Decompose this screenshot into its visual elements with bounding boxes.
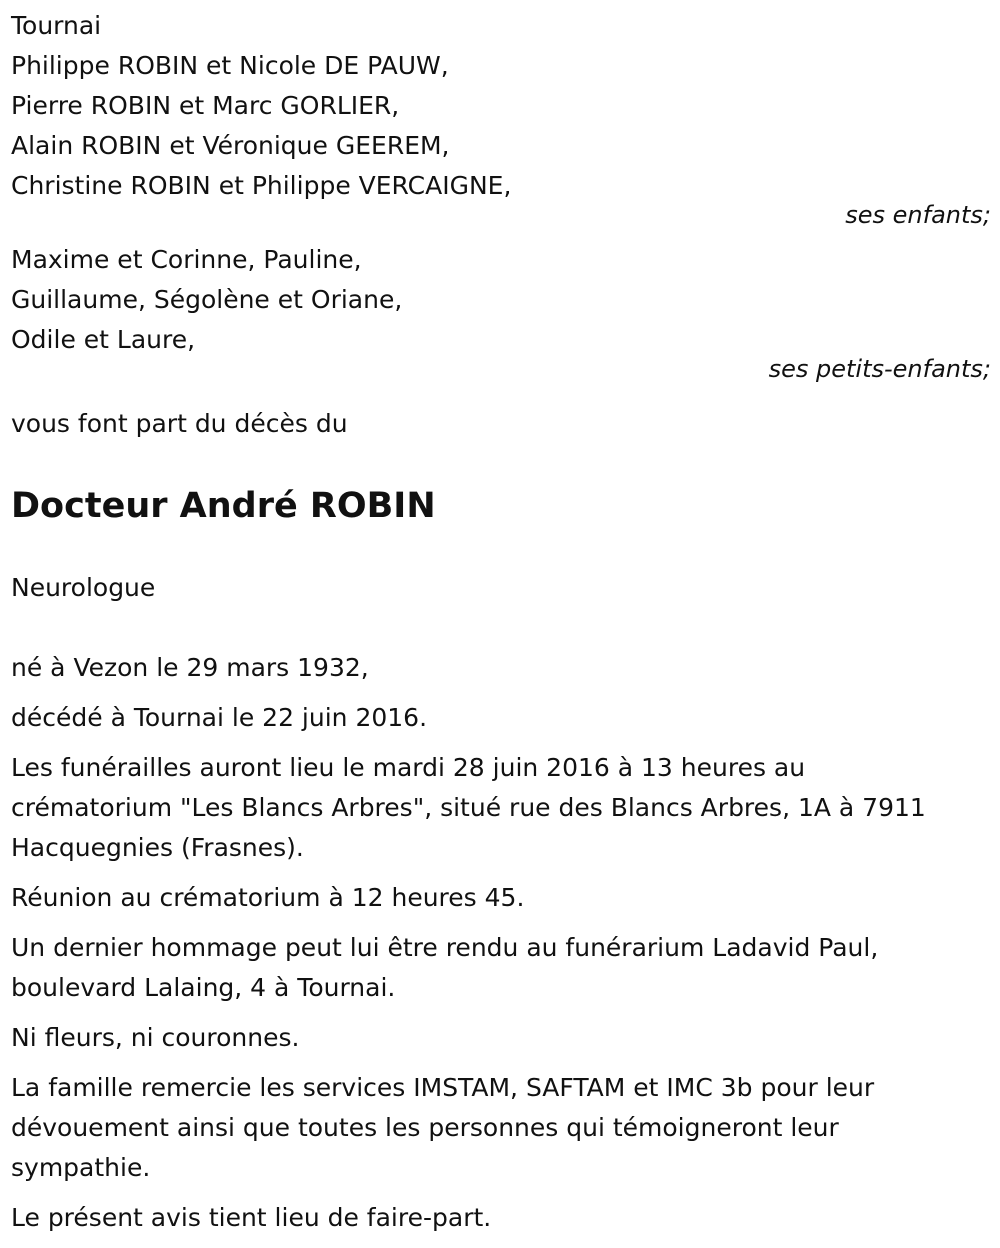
death-info: décédé à Tournai le 22 juin 2016.	[11, 703, 428, 732]
thanks-line: dévouement ainsi que toutes les personnes qui témoigneront leur	[11, 1113, 839, 1142]
children-list	[11, 46, 991, 206]
tribute-line: boulevard Lalaing, 4 à Tournai.	[11, 973, 396, 1002]
thanks-paragraph	[11, 1068, 991, 1188]
child-line: Alain ROBIN et Véronique GEEREM,	[11, 131, 450, 160]
child-line: Pierre ROBIN et Marc GORLIER,	[11, 91, 400, 120]
funeral-paragraph	[11, 748, 991, 868]
funeral-line: Hacquegnies (Frasnes).	[11, 833, 304, 862]
funeral-line: Les funérailles auront lieu le mardi 28 juin 2016 à 13 heures au	[11, 753, 806, 782]
thanks-line: sympathie.	[11, 1153, 151, 1182]
grandchild-line: Guillaume, Ségolène et Oriane,	[11, 285, 403, 314]
meeting-paragraph: Réunion au crématorium à 12 heures 45.	[11, 883, 525, 912]
birth-info: né à Vezon le 29 mars 1932,	[11, 653, 369, 682]
grandchildren-list	[11, 240, 991, 360]
child-line: Philippe ROBIN et Nicole DE PAUW,	[11, 51, 449, 80]
profession: Neurologue	[11, 573, 156, 602]
children-label: ses enfants;	[845, 201, 991, 229]
deceased-name: Docteur André ROBIN	[11, 486, 436, 526]
notice-paragraph: Le présent avis tient lieu de faire-part.	[11, 1203, 492, 1232]
thanks-line: La famille remercie les services IMSTAM, SAFTAM et IMC 3b pour leur	[11, 1073, 875, 1102]
obituary-notice	[11, 6, 991, 1238]
flowers-paragraph: Ni fleurs, ni couronnes.	[11, 1023, 300, 1052]
tribute-line: Un dernier hommage peut lui être rendu au funérarium Ladavid Paul,	[11, 933, 879, 962]
child-line: Christine ROBIN et Philippe VERCAIGNE,	[11, 171, 512, 200]
grandchild-line: Odile et Laure,	[11, 325, 196, 354]
tribute-paragraph	[11, 928, 991, 1008]
city-name: Tournai	[11, 11, 102, 40]
announcement-text: vous font part du décès du	[11, 409, 348, 438]
grandchildren-label: ses petits-enfants;	[768, 355, 991, 383]
funeral-line: crématorium "Les Blancs Arbres", situé rue des Blancs Arbres, 1A à 7911	[11, 793, 926, 822]
grandchild-line: Maxime et Corinne, Pauline,	[11, 245, 362, 274]
